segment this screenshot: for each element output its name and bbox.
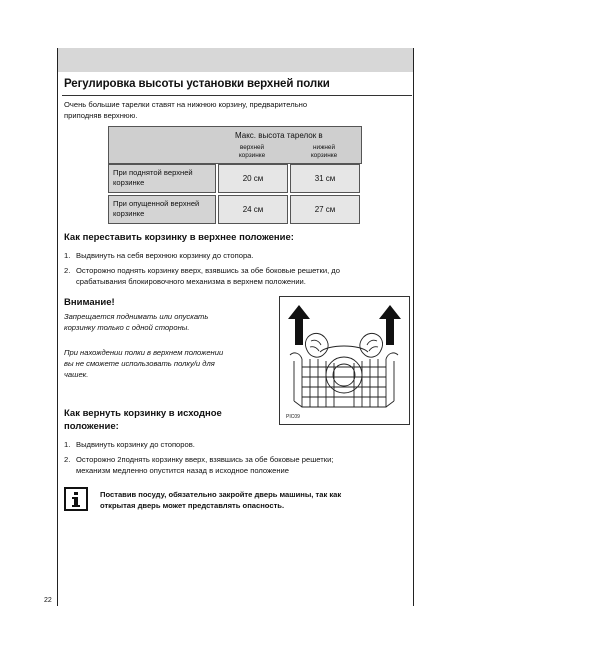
left-margin-rule [57,48,58,606]
warning-text-2: При нахождении полки в верхнем положении вы не сможете использовать полку/и для чашек. [64,348,224,379]
intro-text: Очень большие тарелки ставят на нижнюю корзину, предварительно приподняв верхнюю. [64,100,308,120]
lower-position-heading: Как вернуть корзинку в исходное положение: [64,408,222,432]
lower-step-2: 2. Осторожно 2поднять корзинку вверх, взявшись за обе боковые решетки; механизм медленно опустится назад в исходное положение [64,455,334,475]
table-row-label-lowered: При опущенной верхней корзинке [108,195,216,224]
table-cell-raised-lower: 31 см [290,164,360,193]
title-underline [62,95,412,96]
lower-step-1: 1. Выдвинуть корзинку до стопоров. [64,440,195,449]
warning-text-1: Запрещается поднимать или опускать корзинку только с одной стороны. [64,312,209,332]
hands-and-basket-icon [290,333,398,407]
header-band [58,48,413,72]
section-title: Регулировка высоты установки верхней полки [64,78,330,90]
table-header-title: Макс. высота тарелок в [235,131,323,140]
table-cell-lowered-upper: 24 см [218,195,288,224]
safety-note: Поставив посуду, обязательно закройте дверь машины, так как открытая дверь может представлять опасность. [100,490,342,510]
info-glyph [66,489,86,509]
basket-illustration [279,296,410,425]
table-col-lower: нижней корзинке [310,144,338,159]
basket-drawing [280,297,409,424]
upper-step-1: 1. Выдвинуть на себя верхнюю корзинку до стопора. [64,251,254,260]
right-margin-rule [413,48,414,606]
table-col-upper: верхней корзинке [238,144,266,159]
upper-step-2: 2. Осторожно поднять корзинку вверх, взявшись за обе боковые решетки, до срабатывания блокировочного механизма в верхнем положении. [64,266,340,286]
arrow-up-right-icon [379,305,401,345]
info-icon [64,487,88,511]
table-cell-lowered-lower: 27 см [290,195,360,224]
upper-position-heading: Как переставить корзинку в верхнее положение: [64,232,294,243]
table-cell-raised-upper: 20 см [218,164,288,193]
figure-label: PIC09 [286,414,300,420]
table-header [108,126,362,164]
table-row-label-raised: При поднятой верхней корзинке [108,164,216,193]
page-number: 22 [44,597,52,604]
warning-title: Внимание! [64,297,115,308]
